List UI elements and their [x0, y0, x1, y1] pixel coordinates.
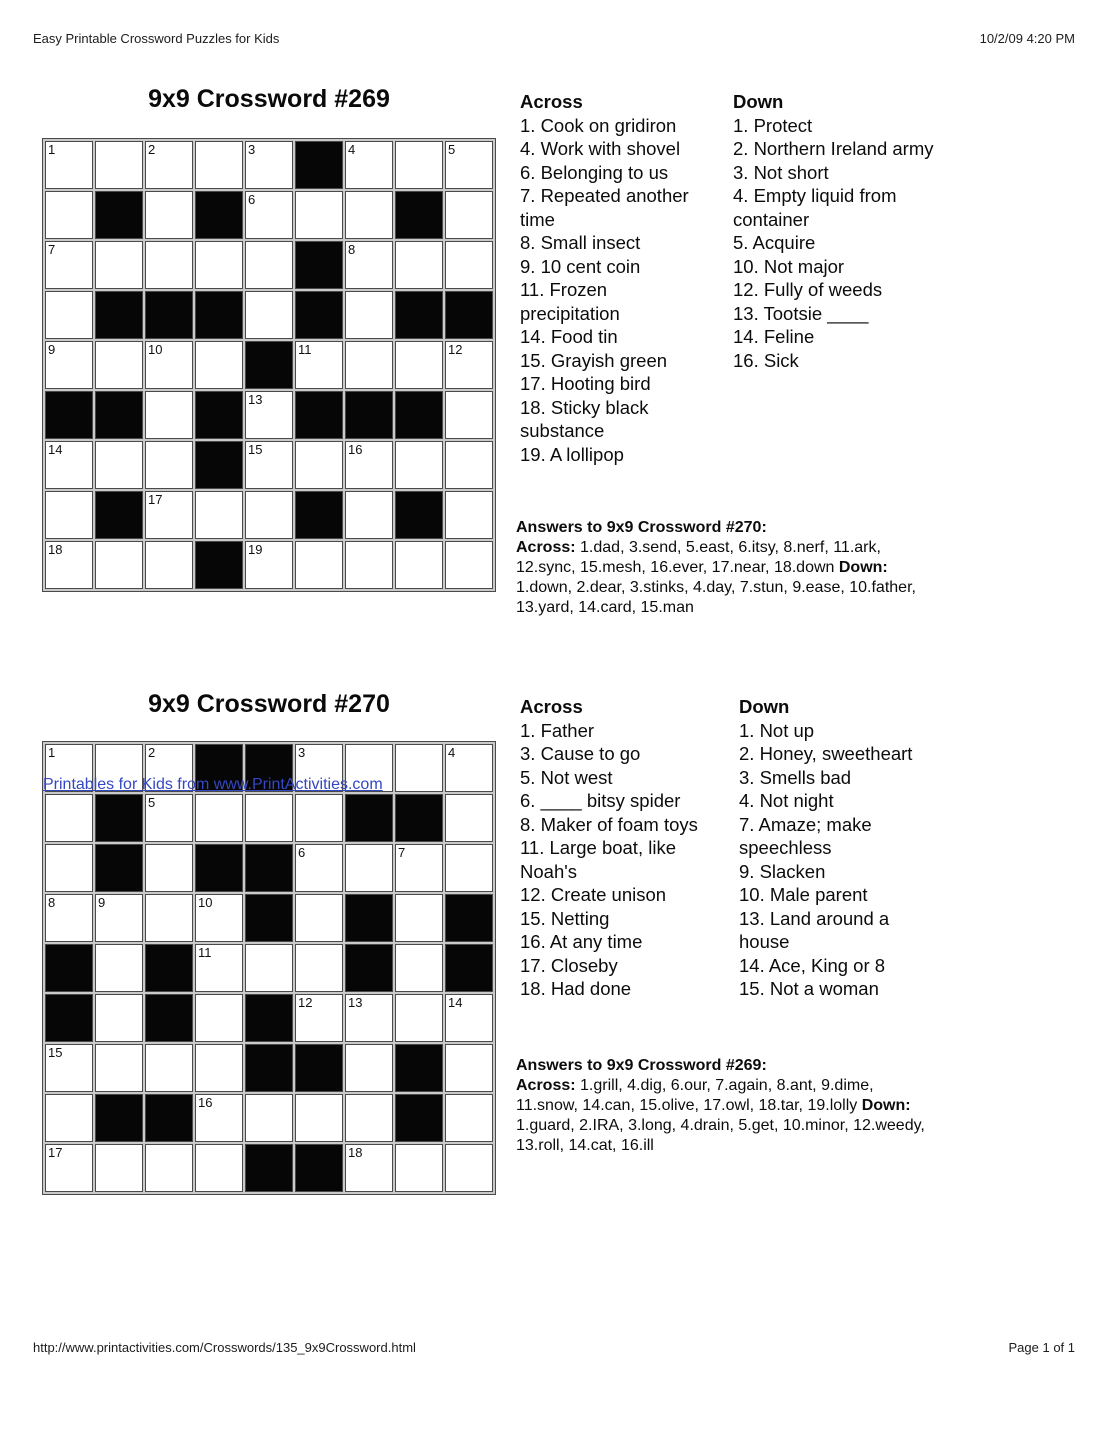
clue: 3. Smells bad: [739, 766, 852, 788]
down-header: Down: [739, 696, 790, 717]
letter-cell: [345, 844, 393, 892]
letter-cell: [195, 1094, 243, 1142]
clue: 1. Not up: [739, 719, 815, 741]
black-cell: [45, 994, 93, 1042]
clue: 19. A lollipop: [520, 443, 624, 465]
clue: 14. Food tin: [520, 326, 618, 347]
letter-cell: [245, 491, 293, 539]
clue-number: 12: [298, 995, 313, 1010]
clue: speechless: [739, 837, 832, 858]
across-clues-269: [520, 90, 689, 466]
black-cell: [295, 241, 343, 289]
letter-cell: [245, 944, 293, 992]
footer-url: http://www.printactivities.com/Crosswords/135_9x9Crossword.html: [33, 1340, 416, 1355]
black-cell: [245, 844, 293, 892]
black-cell: [95, 291, 143, 339]
letter-cell: [445, 1094, 493, 1142]
answers-heading: Answers to 9x9 Crossword #269:: [516, 1057, 767, 1074]
clue-number: 6: [298, 845, 306, 860]
clue: 14. Feline: [733, 326, 815, 347]
answers-text: [516, 538, 916, 618]
letter-cell: [345, 1044, 393, 1092]
answer-line: Across: 1.grill, 4.dig, 6.our, 7.again, 8.ant, 9.dime,: [516, 1077, 874, 1094]
clue: 3. Not short: [733, 161, 829, 183]
letter-cell: [395, 994, 443, 1042]
clue: 1. Protect: [733, 114, 813, 136]
black-cell: [45, 391, 93, 439]
letter-cell: [145, 1044, 193, 1092]
letter-cell: [295, 794, 343, 842]
letter-cell: [95, 1144, 143, 1192]
black-cell: [195, 541, 243, 589]
clue: container: [733, 208, 810, 230]
clue-number: 6: [248, 192, 256, 207]
clue: 5. Acquire: [733, 232, 816, 253]
black-cell: [295, 141, 343, 189]
clue-number: 3: [298, 745, 306, 760]
letter-cell: [145, 1144, 193, 1192]
across-clue-list: [520, 114, 689, 467]
black-cell: [395, 1044, 443, 1092]
black-cell: [345, 391, 393, 439]
letter-cell: [95, 1044, 143, 1092]
clue: 1. Cook on gridiron: [520, 114, 677, 136]
letter-cell: [445, 844, 493, 892]
letter-cell: [245, 291, 293, 339]
letter-cell: [45, 1044, 93, 1092]
letter-cell: [195, 491, 243, 539]
down-clue-list: [733, 114, 934, 373]
down-header: Down: [733, 91, 784, 112]
letter-cell: [295, 441, 343, 489]
letter-cell: [45, 341, 93, 389]
clue: 9. 10 cent coin: [520, 255, 641, 277]
letter-cell: [195, 894, 243, 942]
print-header-datetime: 10/2/09 4:20 PM: [979, 31, 1075, 46]
clue: 10. Male parent: [739, 884, 868, 905]
across-header: Across: [520, 696, 583, 717]
letter-cell: [95, 141, 143, 189]
letter-cell: [245, 1094, 293, 1142]
clue-number: 5: [148, 795, 156, 810]
letter-cell: [345, 994, 393, 1042]
clue-number: 15: [248, 442, 263, 457]
puzzle-title-269: 9x9 Crossword #269: [148, 85, 390, 113]
letter-cell: [195, 341, 243, 389]
black-cell: [395, 794, 443, 842]
clue-number: 19: [248, 542, 263, 557]
letter-cell: [295, 994, 343, 1042]
clue-number: 14: [48, 442, 63, 457]
clue: 10. Not major: [733, 255, 845, 277]
clue: 16. Sick: [733, 349, 799, 371]
letter-cell: [95, 541, 143, 589]
letter-cell: [295, 894, 343, 942]
letter-cell: [45, 794, 93, 842]
letter-cell: [445, 141, 493, 189]
print-header-title: Easy Printable Crossword Puzzles for Kids: [33, 31, 280, 46]
clue: 6. ____ bitsy spider: [520, 790, 681, 811]
black-cell: [395, 1094, 443, 1142]
clue-number: 4: [448, 745, 456, 760]
letter-cell: [145, 794, 193, 842]
letter-cell: [445, 541, 493, 589]
letter-cell: [295, 944, 343, 992]
answer-line: 1.guard, 2.IRA, 3.long, 4.drain, 5.get, 10.minor, 12.weedy,: [516, 1117, 925, 1134]
black-cell: [95, 844, 143, 892]
crossword-grid-270: [42, 741, 496, 1195]
clue: 7. Amaze; make: [739, 813, 872, 835]
clue: precipitation: [520, 302, 620, 324]
printactivities-link[interactable]: Printables for Kids from www.PrintActivities.com: [43, 776, 383, 793]
black-cell: [95, 794, 143, 842]
letter-cell: [395, 541, 443, 589]
letter-cell: [395, 141, 443, 189]
clue-number: 15: [48, 1045, 63, 1060]
black-cell: [195, 844, 243, 892]
answer-line: Across: 1.dad, 3.send, 5.east, 6.itsy, 8.nerf, 11.ark,: [516, 539, 881, 556]
across-clues-270: [520, 695, 698, 1001]
clue-number: 18: [348, 1145, 363, 1160]
letter-cell: [245, 141, 293, 189]
letter-cell: [295, 191, 343, 239]
letter-cell: [395, 341, 443, 389]
crossword-grid-269: [42, 138, 496, 592]
clue-number: 16: [348, 442, 363, 457]
clue: 7. Repeated another: [520, 185, 689, 206]
clue-number: 11: [198, 945, 212, 960]
black-cell: [95, 391, 143, 439]
letter-cell: [445, 994, 493, 1042]
answer-line: 13.roll, 14.cat, 16.ill: [516, 1137, 654, 1154]
clue-number: 13: [348, 995, 363, 1010]
clue: 11. Frozen: [520, 279, 608, 300]
answers-heading: Answers to 9x9 Crossword #270:: [516, 519, 767, 536]
clue: 2. Northern Ireland army: [733, 138, 934, 159]
clue: 17. Hooting bird: [520, 373, 651, 394]
letter-cell: [445, 744, 493, 792]
clue: 18. Sticky black: [520, 396, 649, 418]
black-cell: [95, 191, 143, 239]
clue: substance: [520, 420, 605, 441]
clue-number: 7: [48, 242, 56, 257]
black-cell: [195, 441, 243, 489]
clue: 14. Ace, King or 8: [739, 954, 886, 976]
black-cell: [295, 391, 343, 439]
letter-cell: [445, 491, 493, 539]
across-header: Across: [520, 91, 583, 112]
letter-cell: [95, 994, 143, 1042]
letter-cell: [345, 541, 393, 589]
letter-cell: [195, 994, 243, 1042]
letter-cell: [445, 191, 493, 239]
answers-block-270: [516, 518, 916, 618]
black-cell: [95, 491, 143, 539]
clue: 1. Father: [520, 719, 595, 741]
clue: 13. Land around a: [739, 907, 890, 929]
letter-cell: [45, 241, 93, 289]
clue: time: [520, 208, 555, 230]
clue-number: 11: [298, 342, 312, 357]
letter-cell: [445, 1044, 493, 1092]
letter-cell: [195, 1144, 243, 1192]
clue: 12. Create unison: [520, 884, 667, 905]
clue-number: 10: [198, 895, 213, 910]
letter-cell: [245, 541, 293, 589]
letter-cell: [345, 441, 393, 489]
letter-cell: [95, 944, 143, 992]
black-cell: [445, 944, 493, 992]
black-cell: [245, 1044, 293, 1092]
letter-cell: [145, 491, 193, 539]
clue: Noah's: [520, 860, 578, 882]
black-cell: [245, 894, 293, 942]
clue: 4. Empty liquid from: [733, 185, 897, 206]
letter-cell: [245, 241, 293, 289]
answers-block-269: [516, 1056, 925, 1156]
black-cell: [345, 794, 393, 842]
clue-number: 8: [48, 895, 56, 910]
black-cell: [145, 291, 193, 339]
letter-cell: [445, 1144, 493, 1192]
clue-number: 2: [148, 142, 156, 157]
letter-cell: [445, 241, 493, 289]
black-cell: [445, 894, 493, 942]
clue: 9. Slacken: [739, 860, 826, 882]
answer-line: 1.down, 2.dear, 3.stinks, 4.day, 7.stun, 9.ease, 10.father,: [516, 579, 916, 596]
clue-number: 12: [448, 342, 463, 357]
letter-cell: [445, 341, 493, 389]
letter-cell: [45, 191, 93, 239]
black-cell: [395, 391, 443, 439]
answer-line: 13.yard, 14.card, 15.man: [516, 599, 694, 616]
letter-cell: [145, 541, 193, 589]
clue: 12. Fully of weeds: [733, 279, 883, 300]
clue: 18. Had done: [520, 978, 632, 999]
clue: 6. Belonging to us: [520, 161, 669, 183]
letter-cell: [145, 894, 193, 942]
letter-cell: [195, 1044, 243, 1092]
black-cell: [95, 1094, 143, 1142]
down-clue-list: [739, 719, 912, 1001]
letter-cell: [195, 944, 243, 992]
clue-number: 7: [398, 845, 406, 860]
clue-number: 16: [198, 1095, 213, 1110]
black-cell: [295, 291, 343, 339]
letter-cell: [195, 241, 243, 289]
black-cell: [295, 491, 343, 539]
clue-number: 17: [48, 1145, 63, 1160]
black-cell: [195, 191, 243, 239]
letter-cell: [45, 844, 93, 892]
letter-cell: [145, 341, 193, 389]
letter-cell: [445, 794, 493, 842]
letter-cell: [345, 241, 393, 289]
black-cell: [145, 994, 193, 1042]
letter-cell: [45, 141, 93, 189]
letter-cell: [45, 491, 93, 539]
across-clue-list: [520, 719, 698, 1001]
letter-cell: [45, 291, 93, 339]
letter-cell: [245, 794, 293, 842]
clue: 3. Cause to go: [520, 743, 641, 764]
letter-cell: [395, 944, 443, 992]
letter-cell: [145, 191, 193, 239]
letter-cell: [245, 391, 293, 439]
black-cell: [195, 391, 243, 439]
letter-cell: [145, 844, 193, 892]
letter-cell: [195, 141, 243, 189]
letter-cell: [45, 894, 93, 942]
letter-cell: [245, 191, 293, 239]
clue-number: 1: [48, 745, 56, 760]
black-cell: [295, 1144, 343, 1192]
clue-number: 17: [148, 492, 163, 507]
clue: 11. Large boat, like: [520, 837, 676, 858]
clue: house: [739, 931, 790, 952]
letter-cell: [345, 191, 393, 239]
letter-cell: [295, 341, 343, 389]
clue: 4. Work with shovel: [520, 138, 681, 159]
clue: 4. Not night: [739, 790, 834, 811]
letter-cell: [345, 341, 393, 389]
letter-cell: [395, 894, 443, 942]
black-cell: [245, 994, 293, 1042]
black-cell: [345, 944, 393, 992]
clue-number: 1: [48, 142, 56, 157]
letter-cell: [145, 241, 193, 289]
clue-number: 18: [48, 542, 63, 557]
letter-cell: [145, 141, 193, 189]
clue: 16. At any time: [520, 931, 643, 952]
clue-number: 3: [248, 142, 256, 157]
clue-number: 14: [448, 995, 463, 1010]
black-cell: [195, 291, 243, 339]
letter-cell: [195, 794, 243, 842]
answer-line: 11.snow, 14.can, 15.olive, 17.owl, 18.tar, 19.lolly Down:: [516, 1097, 911, 1114]
black-cell: [145, 1094, 193, 1142]
letter-cell: [95, 241, 143, 289]
clue-number: 4: [348, 142, 356, 157]
clue-number: 8: [348, 242, 356, 257]
puzzle-title-270: 9x9 Crossword #270: [148, 690, 390, 718]
letter-cell: [295, 541, 343, 589]
letter-cell: [295, 844, 343, 892]
letter-cell: [395, 1144, 443, 1192]
letter-cell: [245, 441, 293, 489]
clue: 15. Not a woman: [739, 978, 879, 999]
black-cell: [445, 291, 493, 339]
letter-cell: [95, 441, 143, 489]
letter-cell: [45, 1144, 93, 1192]
footer-page-number: Page 1 of 1: [1008, 1340, 1075, 1355]
letter-cell: [345, 1094, 393, 1142]
letter-cell: [445, 441, 493, 489]
clue-number: 2: [148, 745, 156, 760]
clue-number: 9: [48, 342, 56, 357]
clue: 5. Not west: [520, 766, 613, 788]
letter-cell: [145, 391, 193, 439]
letter-cell: [145, 441, 193, 489]
answers-text: [516, 1076, 925, 1156]
letter-cell: [345, 291, 393, 339]
letter-cell: [395, 744, 443, 792]
clue: 8. Small insect: [520, 232, 641, 253]
clue: 15. Netting: [520, 907, 610, 929]
clue-number: 5: [448, 142, 456, 157]
black-cell: [245, 1144, 293, 1192]
black-cell: [295, 1044, 343, 1092]
letter-cell: [95, 341, 143, 389]
clue-number: 10: [148, 342, 163, 357]
letter-cell: [295, 1094, 343, 1142]
letter-cell: [45, 1094, 93, 1142]
letter-cell: [345, 1144, 393, 1192]
clue: 8. Maker of foam toys: [520, 813, 698, 835]
black-cell: [395, 491, 443, 539]
clue: 13. Tootsie ____: [733, 302, 869, 324]
letter-cell: [345, 491, 393, 539]
black-cell: [145, 944, 193, 992]
black-cell: [245, 341, 293, 389]
clue: 15. Grayish green: [520, 349, 668, 371]
letter-cell: [395, 844, 443, 892]
letter-cell: [395, 241, 443, 289]
black-cell: [45, 944, 93, 992]
clue: 17. Closeby: [520, 954, 618, 976]
letter-cell: [45, 541, 93, 589]
down-clues-269: [733, 90, 934, 372]
black-cell: [395, 191, 443, 239]
letter-cell: [395, 441, 443, 489]
letter-cell: [345, 141, 393, 189]
down-clues-270: [739, 695, 912, 1001]
clue: 2. Honey, sweetheart: [739, 743, 913, 764]
letter-cell: [45, 441, 93, 489]
letter-cell: [445, 391, 493, 439]
answer-line: 12.sync, 15.mesh, 16.ever, 17.near, 18.down Down:: [516, 559, 888, 576]
black-cell: [345, 894, 393, 942]
clue-number: 9: [98, 895, 106, 910]
clue-number: 13: [248, 392, 263, 407]
letter-cell: [95, 894, 143, 942]
black-cell: [395, 291, 443, 339]
